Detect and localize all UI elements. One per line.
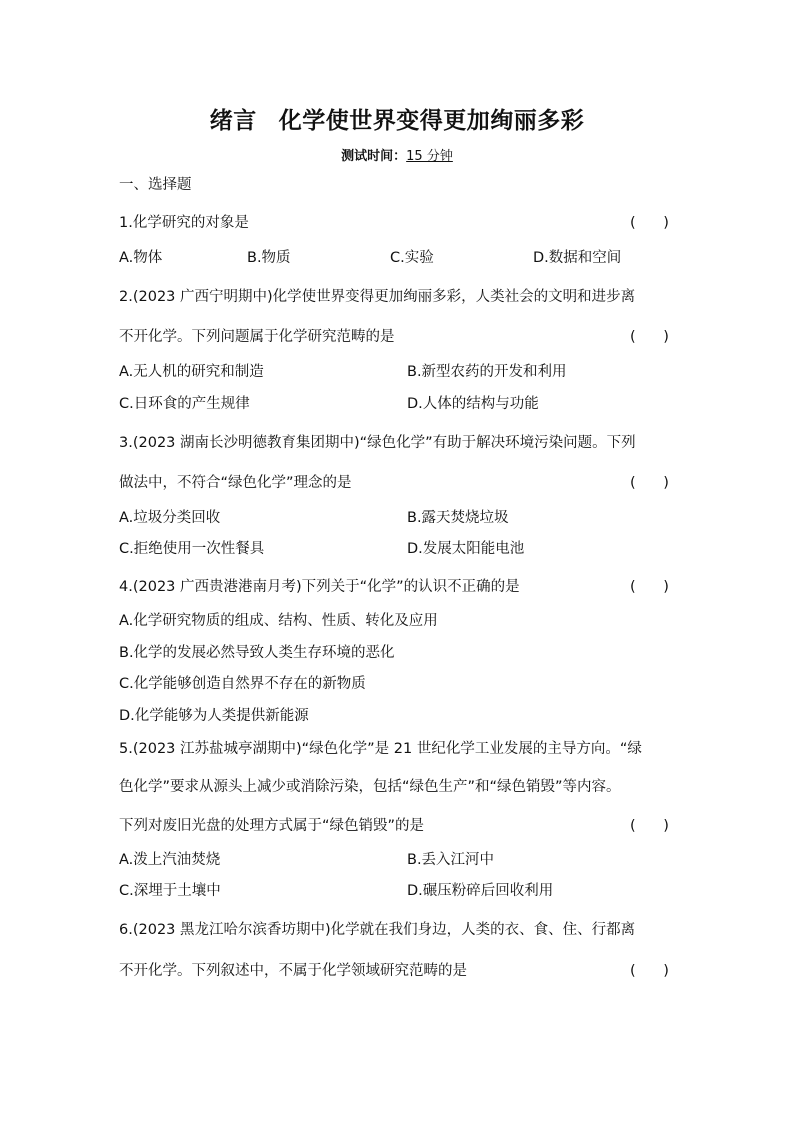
q2-option-c: C.日环食的产生规律 (119, 396, 250, 412)
test-time (0, 145, 794, 164)
question-2-stem-line1: 2.(2023 广西宁明期中)化学使世界变得更加绚丽多彩，人类社会的文明和进步离 (119, 289, 636, 305)
q5-option-c: C.深埋于土壤中 (119, 883, 221, 899)
answer-bracket-3: ( ) (630, 475, 669, 491)
q4-option-d: D.化学能够为人类提供新能源 (119, 708, 309, 724)
question-3-stem-line2: 做法中，不符合“绿色化学”理念的是 (119, 475, 352, 491)
answer-bracket-4: ( ) (630, 579, 669, 595)
q4-option-b: B.化学的发展必然导致人类生存环境的恶化 (119, 645, 395, 661)
answer-bracket-6: ( ) (630, 963, 669, 979)
answer-bracket-1: ( ) (630, 215, 669, 231)
question-5-stem-line1: 5.(2023 江苏盐城亭湖期中)“绿色化学”是 21 世纪化学工业发展的主导方向。“绿 (119, 741, 642, 757)
question-2-stem-line2: 不开化学。下列问题属于化学研究范畴的是 (119, 329, 395, 345)
q5-option-b: B.丢入江河中 (407, 852, 495, 868)
q2-option-b: B.新型农药的开发和利用 (407, 364, 567, 380)
q3-option-a: A.垃圾分类回收 (119, 510, 221, 526)
question-5-stem-line3: 下列对废旧光盘的处理方式属于“绿色销毁”的是 (119, 818, 425, 834)
q1-option-c: C.实验 (390, 250, 434, 266)
q3-option-c: C.拒绝使用一次性餐具 (119, 541, 265, 557)
page-title (0, 102, 794, 135)
test-time-value: 15 分钟 (406, 149, 453, 164)
q1-option-b: B.物质 (247, 250, 291, 266)
q2-option-a: A.无人机的研究和制造 (119, 364, 264, 380)
q3-option-b: B.露天焚烧垃圾 (407, 510, 509, 526)
title-topic: 化学使世界变得更加绚丽多彩 (278, 108, 585, 134)
question-6-stem-line1: 6.(2023 黑龙江哈尔滨香坊期中)化学就在我们身边，人类的衣、食、住、行都离 (119, 922, 636, 938)
answer-bracket-2: ( ) (630, 329, 669, 345)
question-6-stem-line2: 不开化学。下列叙述中，不属于化学领域研究范畴的是 (119, 963, 467, 979)
q4-option-c: C.化学能够创造自然界不存在的新物质 (119, 676, 366, 692)
q1-option-d: D.数据和空间 (533, 250, 622, 266)
question-1-stem: 1.化学研究的对象是 (119, 215, 249, 231)
test-time-label: 测试时间： (341, 149, 407, 164)
title-chapter: 绪言 (209, 108, 257, 134)
section-heading: 一、选择题 (119, 177, 192, 193)
q2-option-d: D.人体的结构与功能 (407, 396, 539, 412)
q5-option-a: A.泼上汽油焚烧 (119, 852, 221, 868)
q3-option-d: D.发展太阳能电池 (407, 541, 525, 557)
question-5-stem-line2: 色化学”要求从源头上减少或消除污染，包括“绿色生产”和“绿色销毁”等内容。 (119, 779, 621, 795)
question-3-stem-line1: 3.(2023 湖南长沙明德教育集团期中)“绿色化学”有助于解决环境污染问题。下列 (119, 435, 636, 451)
q1-option-a: A.物体 (119, 250, 163, 266)
question-4-stem: 4.(2023 广西贵港港南月考)下列关于“化学”的认识不正确的是 (119, 579, 520, 595)
q4-option-a: A.化学研究物质的组成、结构、性质、转化及应用 (119, 613, 438, 629)
q5-option-d: D.碾压粉碎后回收利用 (407, 883, 554, 899)
answer-bracket-5: ( ) (630, 818, 669, 834)
